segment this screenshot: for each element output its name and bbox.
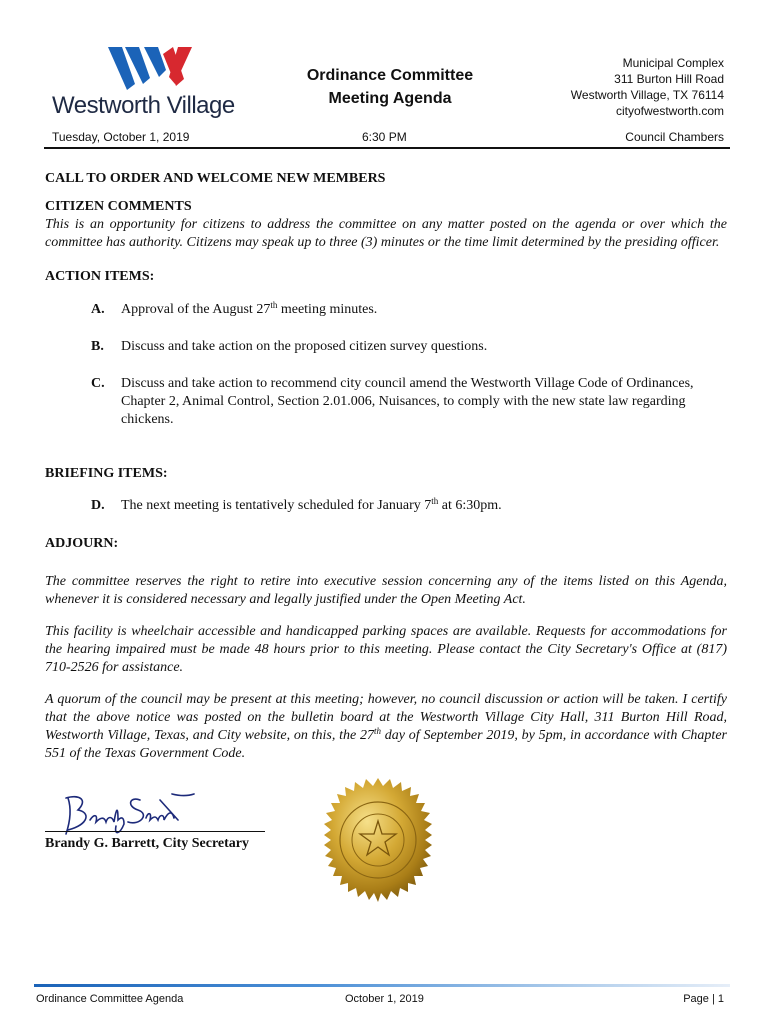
- accessibility-notice: This facility is wheelchair accessible and handicapped parking spaces are available. Requests for accommodations for the hearing impaired must be made 48 hours prior to this meeting. Please contact the City Secretary's Office at (817) 710-2526 for assistance.: [45, 624, 727, 675]
- westworth-village-logo: [52, 44, 242, 122]
- logo-w-mark: [52, 44, 242, 94]
- item-text: Discuss and take action on the proposed citizen survey questions.: [121, 339, 488, 354]
- header-divider: [44, 147, 730, 149]
- address-line: Municipal Complex: [622, 56, 724, 70]
- address-line: Westworth Village, TX 76114: [570, 88, 724, 102]
- handwritten-signature: [60, 790, 200, 840]
- meeting-date: Tuesday, October 1, 2019: [52, 130, 190, 144]
- item-text: meeting minutes.: [277, 302, 378, 317]
- item-text: Discuss and take action to recommend city council amend the Westworth Village Code of Ordinances, Chapter 2, Animal Control, Section 2.01.006, Nuisances, to comply with the new state law regarding chickens.: [121, 376, 694, 427]
- title-line-2: Meeting Agenda: [328, 90, 452, 107]
- footer-page-number: Page | 1: [683, 993, 724, 1005]
- footer-document-name: Ordinance Committee Agenda: [36, 993, 184, 1005]
- meeting-info-row: [44, 130, 726, 147]
- agenda-item-c: [45, 375, 727, 429]
- signature-line: [45, 831, 265, 832]
- executive-session-notice: The committee reserves the right to retire into executive session concerning any of the items listed on this Agenda, whenever it is considered necessary and legally justified under the Open Meeting Act.: [45, 574, 727, 607]
- posting-certification: [45, 691, 727, 763]
- citizen-comments-heading: CITIZEN COMMENTS: [45, 199, 192, 214]
- agenda-item-b: [45, 338, 727, 356]
- item-text: The next meeting is tentatively scheduled for January 7: [121, 498, 432, 513]
- title-line-1: Ordinance Committee: [306, 67, 474, 84]
- agenda-item-a: [45, 301, 727, 319]
- logo-text: Westworth Village: [52, 92, 235, 119]
- action-items-heading: ACTION ITEMS:: [45, 269, 155, 284]
- address-block: [571, 55, 724, 119]
- item-letter: B.: [91, 339, 104, 354]
- adjourn-heading: ADJOURN:: [45, 536, 119, 551]
- website-link[interactable]: cityofwestworth.com: [615, 104, 724, 118]
- item-text: Approval of the August 27: [121, 302, 271, 317]
- footer-date: October 1, 2019: [345, 993, 424, 1005]
- certification-superscript: th: [374, 726, 382, 736]
- signer-name: Brandy G. Barrett, City Secretary: [45, 836, 249, 851]
- call-to-order-heading: CALL TO ORDER AND WELCOME NEW MEMBERS: [45, 171, 386, 186]
- address-line: 311 Burton Hill Road: [614, 72, 724, 86]
- briefing-items-heading: BRIEFING ITEMS:: [45, 466, 168, 481]
- item-letter: A.: [91, 302, 105, 317]
- page-title: [275, 64, 505, 110]
- citizen-comments-text: This is an opportunity for citizens to address the committee on any matter posted on the agenda or over which the committee has authority. Citizens may speak up to three (3) minutes or the time limit determined by the presiding officer.: [45, 217, 727, 250]
- item-text: at 6:30pm.: [438, 498, 502, 513]
- meeting-time: 6:30 PM: [362, 130, 407, 144]
- item-superscript: th: [270, 300, 278, 310]
- meeting-location: Council Chambers: [625, 130, 724, 144]
- item-letter: D.: [91, 498, 105, 513]
- agenda-body: [45, 170, 727, 763]
- agenda-item-d: [45, 497, 727, 515]
- footer-divider: [34, 984, 730, 987]
- certification-text: day of September 2019, by 5pm, in accordance with Chapter 551 of the Texas Government Code.: [45, 728, 727, 761]
- gold-seal-icon: [315, 777, 441, 903]
- certification-text: A quorum of the council may be present at this meeting; however, no council discussion or action will be taken. I certify that the above notice was posted on the bulletin board at the Westworth Village City Hall, 311 Burton Hill Road, Westworth Village, Texas, and City website, on this, the 27: [45, 692, 727, 743]
- item-letter: C.: [91, 376, 105, 391]
- item-superscript: th: [431, 496, 439, 506]
